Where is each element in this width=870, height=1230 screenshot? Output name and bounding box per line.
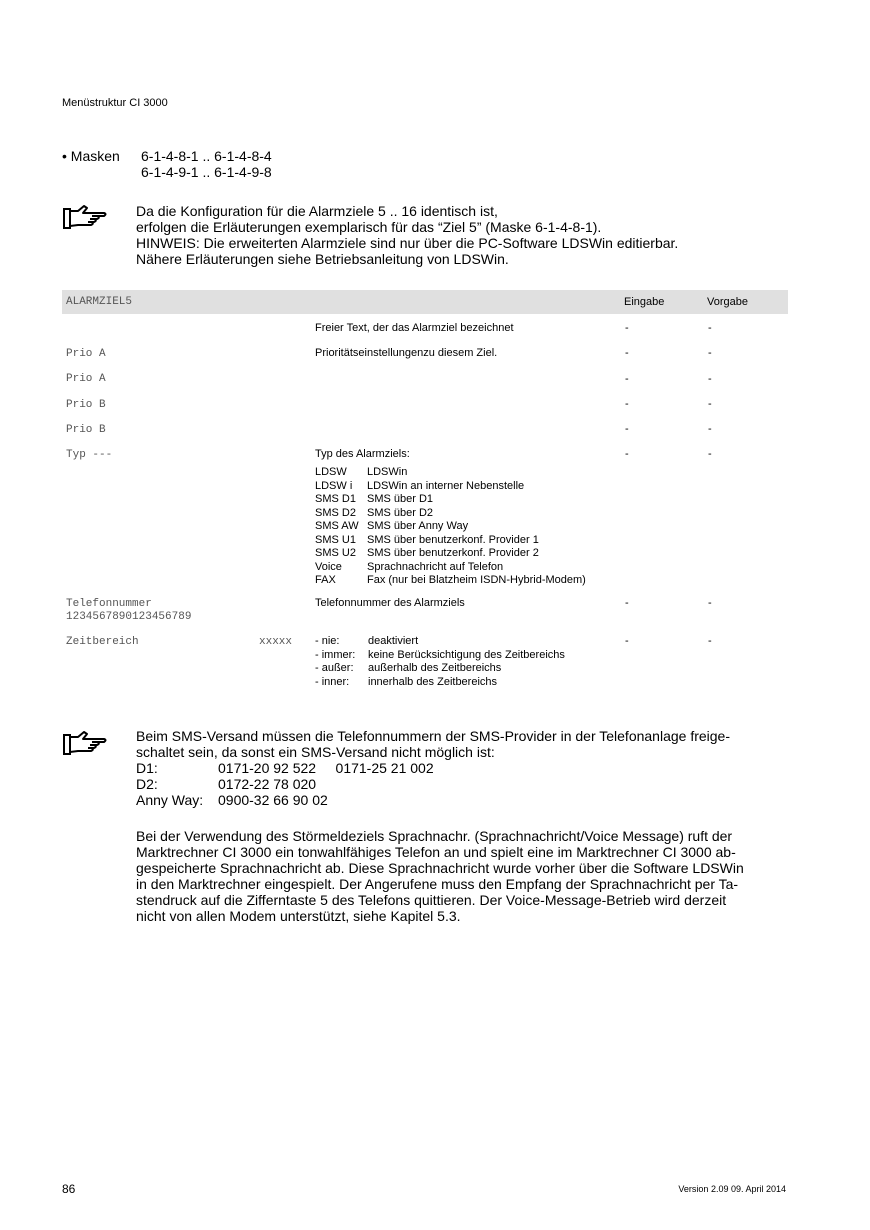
mask-title: ALARMZIEL5 [66, 296, 133, 308]
list-item: SMS D1 SMS über D1 [315, 493, 434, 505]
input-prio-a: - [625, 347, 629, 359]
note2-intro: Beim SMS-Versand müssen die Telefonnummern der SMS-Provider in der Telefonanlage freige- [136, 728, 731, 744]
zeitbereich-value: xxxxx [259, 636, 293, 648]
default-telefonnummer: - [708, 597, 712, 609]
label-telefonnummer: Telefonnummer [66, 598, 152, 610]
list-item: SMS AW SMS über Anny Way [315, 520, 469, 532]
input-freetext: - [625, 322, 629, 334]
default-prio-b: - [708, 398, 712, 410]
desc-telefonnummer: Telefonnummer des Alarmziels [315, 597, 465, 609]
paragraph-line: stendruck auf die Zifferntaste 5 des Telefons quittieren. Der Voice-Message-Betrieb wird derzeit [136, 892, 727, 908]
label-zeitbereich: Zeitbereich [66, 636, 139, 648]
version-info: Version 2.09 09. April 2014 [678, 1184, 786, 1194]
typ-options [315, 466, 586, 588]
masks-label: • Masken [62, 148, 120, 164]
provider-row [136, 776, 836, 792]
note1-line: HINWEIS: Die erweiterten Alarmziele sind nur über die PC-Software LDSWin editierbar. [136, 235, 679, 251]
provider-name: Anny Way: [136, 792, 204, 808]
page-number: 86 [62, 1182, 76, 1196]
list-item: - außer: außerhalb des Zeitbereichs [315, 662, 502, 674]
label-prio-b: Prio B [66, 424, 106, 436]
list-item: - immer: keine Berücksichtigung des Zeitbereichs [315, 648, 565, 661]
provider-row [136, 760, 836, 776]
pointing-hand-icon [62, 730, 108, 756]
input-typ: - [625, 448, 629, 460]
label-prio-a: Prio A [66, 348, 106, 360]
list-item: LDSW LDSWin [315, 466, 408, 478]
desc-prio: Prioritätseinstellungenzu diesem Ziel. [315, 347, 498, 359]
desc-typ: Typ des Alarmziels: [315, 448, 410, 460]
input-prio-b: - [625, 398, 629, 410]
list-item: FAX Fax (nur bei Blatzheim ISDN-Hybrid-Modem) [315, 574, 586, 586]
masks-line-2: 6-1-4-9-1 .. 6-1-4-9-8 [141, 164, 272, 180]
paragraph-line: Marktrechner CI 3000 ein tonwahlfähiges Telefon an und spielt eine im Marktrechner CI 3000 ab- [136, 844, 736, 860]
pointing-hand-icon [62, 204, 108, 230]
desc-freetext: Freier Text, der das Alarmziel bezeichnet [315, 322, 514, 334]
list-item: - nie: deaktiviert [315, 635, 419, 647]
list-item: SMS D2 SMS über D2 [315, 506, 434, 519]
default-prio-a: - [708, 373, 712, 385]
telefonnummer-value: 1234567890123456789 [66, 611, 192, 623]
note1-line: erfolgen die Erläuterungen exemplarisch für das “Ziel 5” (Maske 6-1-4-8-1). [136, 219, 602, 235]
provider-numbers: 0172-22 78 020 [218, 776, 317, 792]
input-prio-a: - [625, 373, 629, 385]
paragraph-line: Bei der Verwendung des Störmeldeziels Sprachnachr. (Sprachnachricht/Voice Message) ruft der [136, 828, 733, 844]
input-telefonnummer: - [625, 597, 629, 609]
list-item: SMS U1 SMS über benutzerkonf. Provider 1 [315, 533, 539, 546]
provider-numbers: 0171-20 92 522 0171-25 21 002 [218, 760, 434, 776]
column-header-input: Eingabe [624, 296, 665, 308]
paragraph-line: nicht von allen Modem unterstützt, siehe Kapitel 5.3. [136, 908, 461, 924]
note1-line: Nähere Erläuterungen siehe Betriebsanleitung von LDSWin. [136, 251, 509, 267]
input-prio-b: - [625, 423, 629, 435]
provider-row [136, 792, 836, 808]
input-zeitbereich: - [625, 635, 629, 647]
provider-name: D1: [136, 760, 158, 776]
list-item: LDSW i LDSWin an interner Nebenstelle [315, 479, 525, 492]
zeitbereich-options [315, 635, 565, 689]
masks-line-1: 6-1-4-8-1 .. 6-1-4-8-4 [141, 148, 272, 164]
provider-name: D2: [136, 776, 158, 792]
default-prio-a: - [708, 347, 712, 359]
list-item: Voice Sprachnachricht auf Telefon [315, 560, 504, 573]
label-typ: Typ --- [66, 449, 113, 461]
default-typ: - [708, 448, 712, 460]
note2-intro: schaltet sein, da sonst ein SMS-Versand nicht möglich ist: [136, 744, 495, 760]
table-header [62, 290, 788, 314]
paragraph-line: gespeicherte Sprachnachricht ab. Diese Sprachnachricht wurde vorher über die Software LDSWin [136, 860, 744, 876]
column-header-default: Vorgabe [707, 296, 748, 308]
provider-numbers: 0900-32 66 90 02 [218, 792, 328, 808]
label-prio-b: Prio B [66, 399, 106, 411]
default-freetext: - [708, 322, 712, 334]
list-item: - inner: innerhalb des Zeitbereichs [315, 675, 498, 688]
list-item: SMS U2 SMS über benutzerkonf. Provider 2 [315, 547, 539, 559]
paragraph-line: in den Marktrechner eingespielt. Der Angerufene muss den Empfang der Sprachnachricht per Ta- [136, 876, 739, 892]
running-title: Menüstruktur CI 3000 [62, 97, 168, 109]
default-prio-b: - [708, 423, 712, 435]
note1-line: Da die Konfiguration für die Alarmziele 5 .. 16 identisch ist, [136, 203, 498, 219]
default-zeitbereich: - [708, 635, 712, 647]
label-prio-a: Prio A [66, 373, 106, 385]
